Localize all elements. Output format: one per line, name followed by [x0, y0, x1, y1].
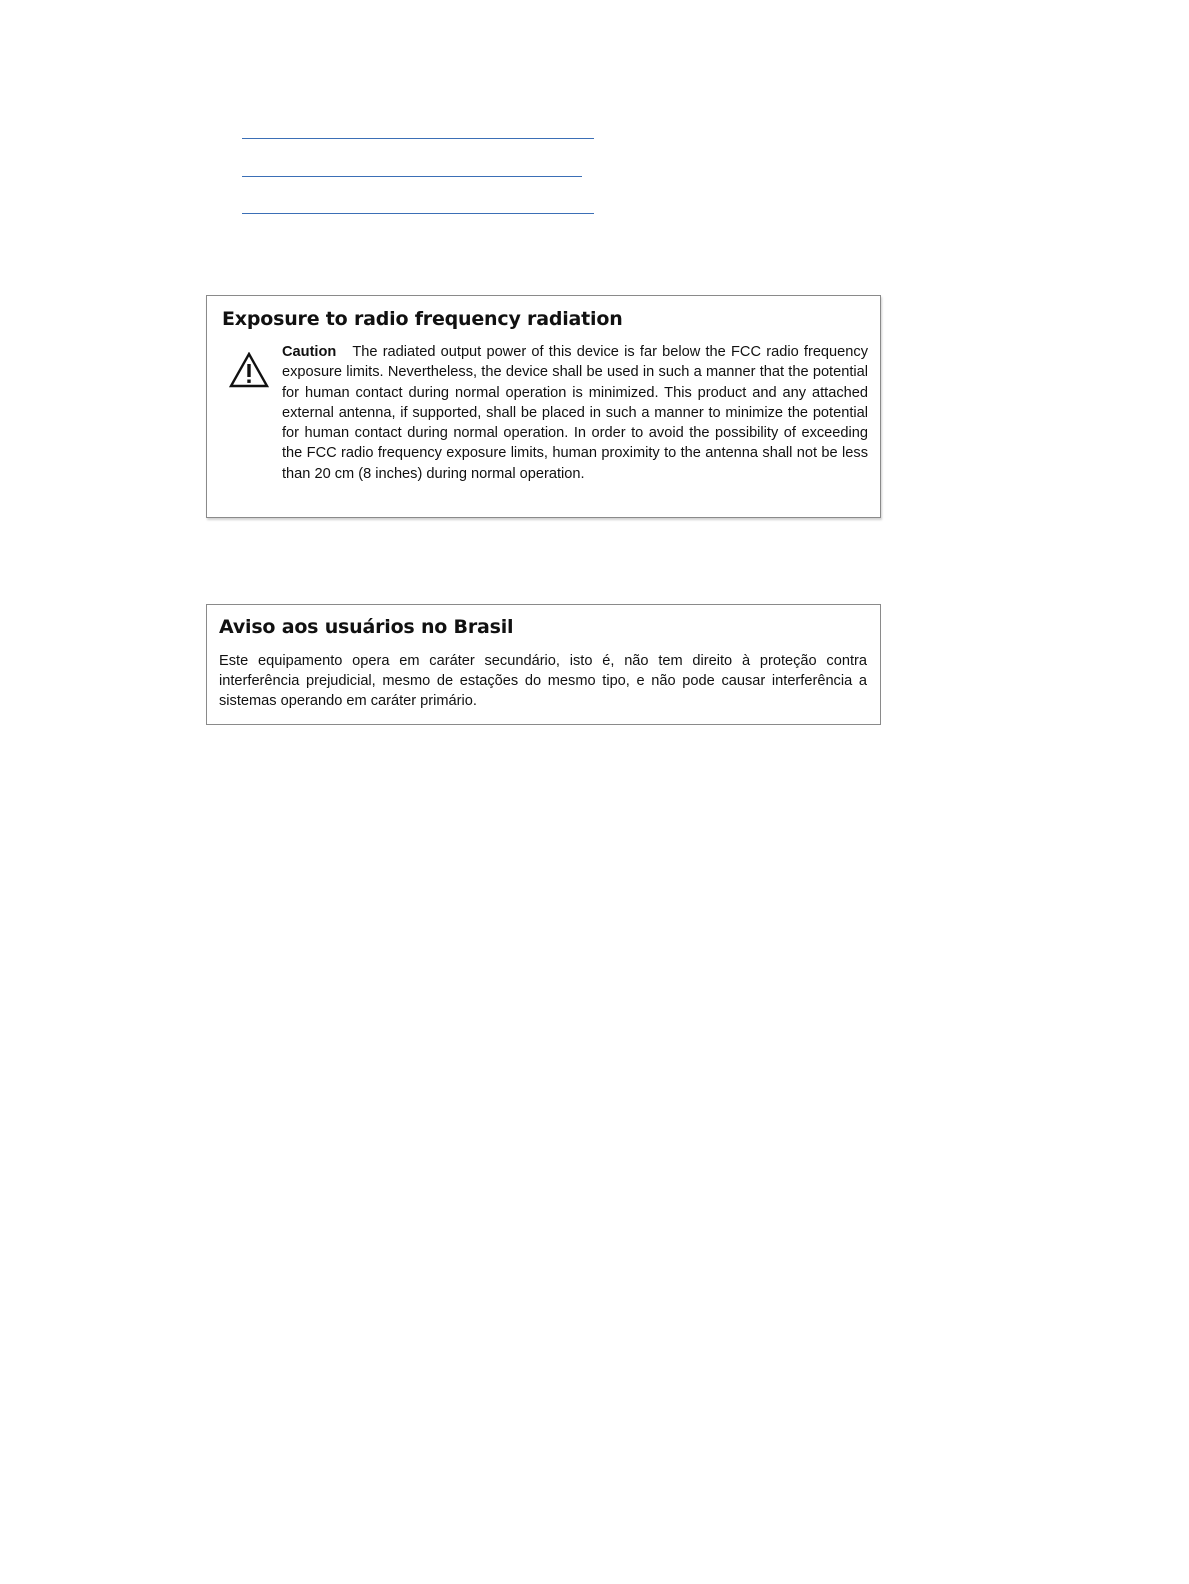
brasil-notice-text: Este equipamento opera em caráter secundário, isto é, não tem direito à proteção contra interferência prejudicial, mesmo de estações do mesmo tipo, e não pode causar interferência a sistemas operando em caráter primário. — [219, 653, 867, 709]
brasil-notice-title: Aviso aos usuários no Brasil — [219, 616, 514, 638]
rf-notice-title: Exposure to radio frequency radiation — [222, 308, 623, 330]
caution-label: Caution — [282, 344, 337, 360]
rf-exposure-notice — [206, 295, 881, 518]
rf-caution-paragraph — [282, 342, 868, 484]
warning-triangle-icon — [229, 352, 269, 388]
link-underline-3[interactable] — [242, 213, 594, 214]
link-underline-1[interactable] — [242, 138, 594, 139]
brasil-notice — [206, 604, 881, 725]
link-underline-2[interactable] — [242, 176, 582, 177]
caution-text: The radiated output power of this device is far below the FCC radio frequency exposure limits. Nevertheless, the device shall be used in such a manner that the potential for human contact during normal operation is minimized. This product and any attached external antenna, if supported, shall be placed in such a manner to minimize the potential for human contact during normal operation. In order to avoid the possibility of exceeding the FCC radio frequency exposure limits, human proximity to the antenna shall not be less than 20 cm (8 inches) during normal operation. — [282, 344, 868, 482]
